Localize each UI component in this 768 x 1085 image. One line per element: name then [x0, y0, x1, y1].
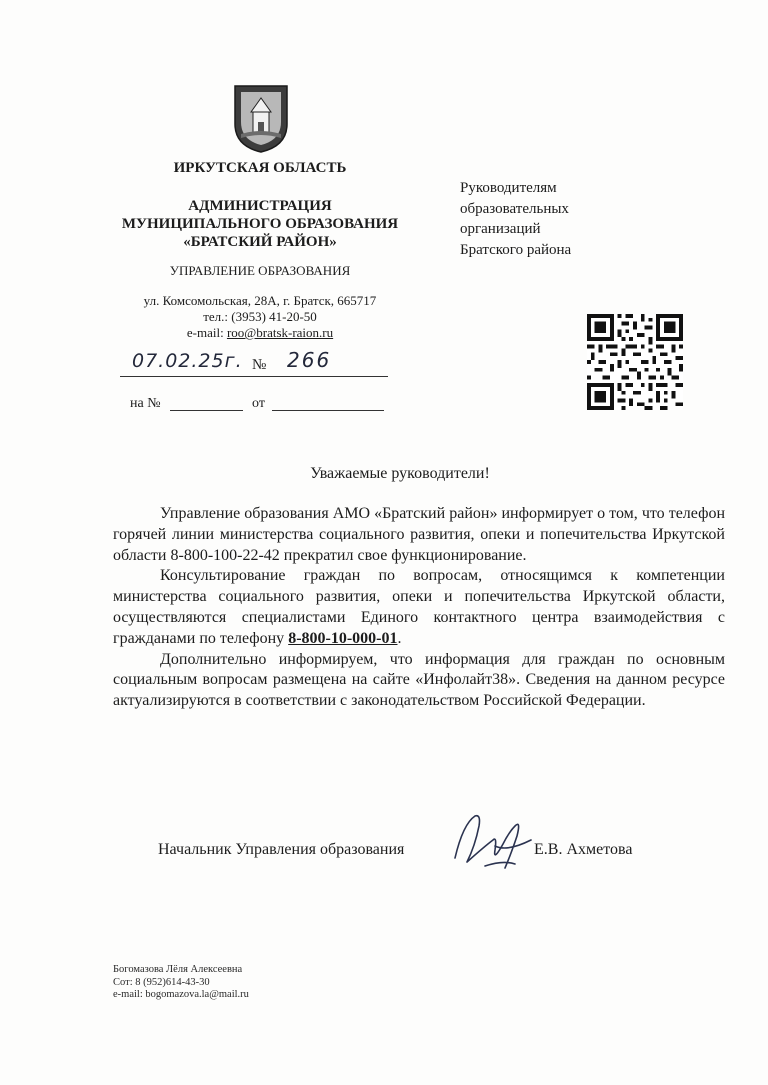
- executor-name: Богомазова Лёля Алексеевна: [113, 964, 243, 975]
- body-paragraph: [113, 566, 725, 649]
- body-text: .: [397, 629, 402, 647]
- addressee-line: Руководителям: [460, 180, 557, 196]
- phone-number: тел.: (3953) 41-20-50: [203, 309, 317, 324]
- contact-center-phone: 8-800-10-000-01: [288, 629, 398, 647]
- registration-number: 266: [287, 348, 332, 372]
- registration-date: 07.02.25г.: [132, 350, 243, 372]
- street-address: ул. Комсомольская, 28А, г. Братск, 665717: [143, 293, 377, 308]
- addressee-block: [460, 178, 660, 260]
- addressee-line: Братского района: [460, 241, 572, 258]
- administration-title: [100, 197, 420, 251]
- coat-of-arms-icon: [233, 84, 289, 154]
- signatory-title: Начальник Управления образования: [158, 841, 405, 858]
- addressee-line: организаций: [460, 221, 541, 237]
- executor-info: [113, 964, 249, 1002]
- region-title: ИРКУТСКАЯ ОБЛАСТЬ: [173, 160, 347, 176]
- reply-date-blank: [272, 410, 384, 411]
- greeting: Уважаемые руководители!: [310, 465, 490, 482]
- body-paragraph: Дополнительно информируем, что информация для граждан по основным социальным вопросам размещена на сайте «Инфолайт38». Сведения на данном ресурсе актуализируются в соответствии с законодательством Российской Федерации.: [113, 650, 725, 710]
- body-text: Консультирование граждан по вопросам, относящимся к компетенции министерства социального развития, опеки и попечительства Иркутской области, осуществляются специалистами Единого контактного центра взаимодействия с гражданами по телефону: [113, 567, 725, 647]
- admin-line: МУНИЦИПАЛЬНОГО ОБРАЗОВАНИЯ: [121, 216, 399, 232]
- executor-email: e-mail: bogomazova.la@mail.ru: [113, 989, 249, 1000]
- reply-number-blank: [170, 410, 243, 411]
- admin-line: АДМИНИСТРАЦИЯ: [188, 198, 332, 214]
- email-label: e-mail:: [186, 325, 224, 340]
- body-paragraph: Управление образования АМО «Братский район» информирует о том, что телефон горячей линии министерства социального развития, опеки и попечительства Иркутской области 8-800-100-22-42 прекратил свое функционирование.: [113, 505, 725, 564]
- letter-body: [113, 504, 725, 712]
- handwritten-signature-icon: [445, 806, 537, 884]
- email-link[interactable]: roo@bratsk-raion.ru: [226, 325, 334, 340]
- qr-code-icon: [587, 314, 683, 410]
- sender-address: [110, 293, 410, 341]
- executor-phone: Сот: 8 (952)614-43-30: [113, 976, 210, 988]
- addressee-line: образовательных: [460, 200, 569, 217]
- signatory-name: Е.В. Ахметова: [534, 841, 633, 858]
- admin-line: «БРАТСКИЙ РАЙОН»: [183, 234, 337, 250]
- department-name: УПРАВЛЕНИЕ ОБРАЗОВАНИЯ: [169, 263, 351, 278]
- reply-from-label: от: [252, 396, 265, 411]
- email-line: [110, 325, 410, 341]
- number-label: №: [252, 357, 267, 373]
- reply-to-label: на №: [130, 396, 161, 411]
